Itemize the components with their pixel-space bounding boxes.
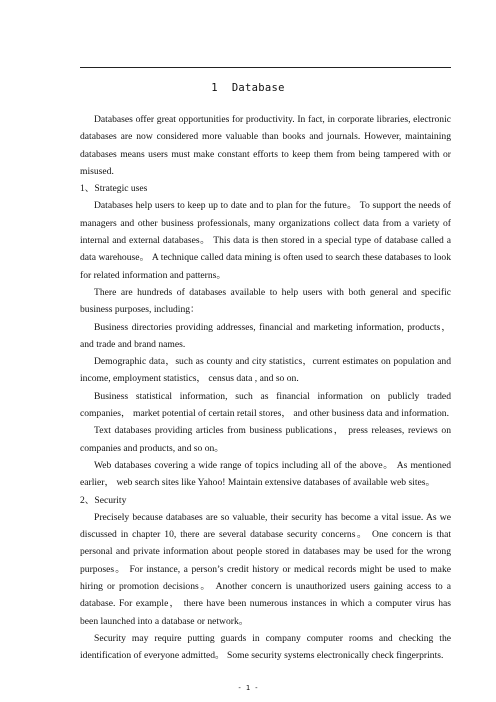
paragraph: Precisely because databases are so valuable, their security has become a vital issue. As we discussed in chapter 10, there are several database security concerns。 One concern is that personal and private information about people stored in databases may be used for the wrong purposes。 For instance, a person’s credit history or medical records might be used to make hiring or promotion decisions。 Another concern is unauthorized users gaining access to a database. For example， there have been numerous instances in which a computer virus has been launched into a database or network。 bbox=[80, 511, 451, 627]
list-item-paragraph: Business directories providing addresses, financial and marketing information, products，and trade and brand names. bbox=[80, 321, 451, 350]
list-item-paragraph: Business statistical information, such as financial information on publicly traded companies， market potential of certain retail stores， and other business data and information. bbox=[80, 390, 451, 420]
chapter-number: 1 bbox=[211, 82, 218, 94]
list-item-paragraph: Demographic data，such as county and city statistics，current estimates on population and income, employment statistics， census data , and so on. bbox=[80, 356, 451, 385]
header-rule bbox=[80, 67, 451, 68]
page-number: - 1 - bbox=[237, 684, 259, 692]
chapter-title-text: Database bbox=[231, 82, 285, 94]
paragraph: There are hundreds of databases available to help users with both general and specific business purposes, including： bbox=[80, 286, 451, 316]
paragraph: Databases help users to keep up to date and to plan for the future。 To support the needs of managers and other business professionals, many organizations collect data from a variety of internal and external databases。 This data is then stored in a special type of database called a data warehouse。 A technique called data mining is often used to search these databases to look for related information and patterns。 bbox=[80, 200, 451, 281]
chapter-title bbox=[0, 80, 496, 96]
section-heading-security: 2、Security bbox=[80, 494, 127, 506]
paragraph: Security may require putting guards in company computer rooms and checking the identification of everyone admitted。 Some security systems electronically check fingerprints. bbox=[80, 632, 451, 662]
section-heading-strategic-uses: 1、Strategic uses bbox=[80, 183, 148, 195]
document-body bbox=[80, 111, 451, 665]
list-item-paragraph: Text databases providing articles from business publications， press releases, reviews on companies and products, and so on。 bbox=[80, 425, 451, 454]
list-item-paragraph: Web databases covering a wide range of topics including all of the above。 As mentioned earlier， web search sites like Yahoo! Maintain extensive databases of available web sites。 bbox=[80, 459, 451, 489]
paragraph-intro: Databases offer great opportunities for productivity. In fact, in corporate libraries, electronic databases are now considered more valuable than books and journals. However, maintaining databases means users must make constant efforts to keep them from being tampered with or misused. bbox=[80, 114, 451, 177]
